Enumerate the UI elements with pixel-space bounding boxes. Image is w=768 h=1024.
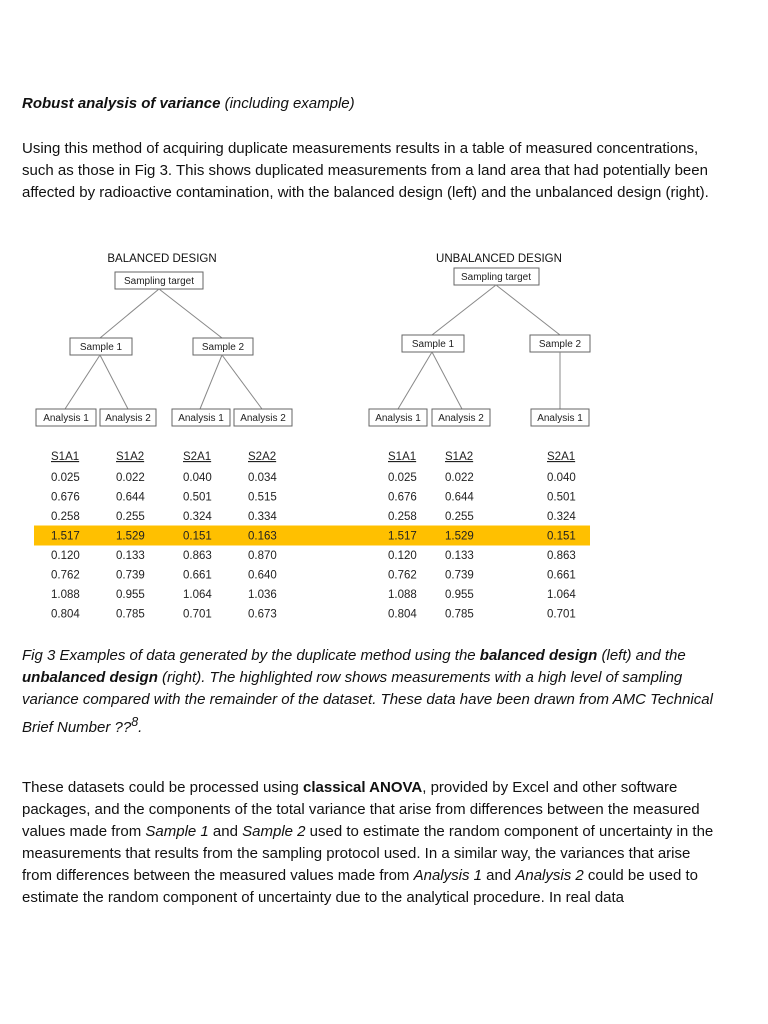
balanced-cell: 0.739 <box>116 569 145 582</box>
unbalanced-cell: 0.785 <box>445 608 474 621</box>
caption-reference-superscript: 8 <box>131 715 139 729</box>
caption-bold-unbalanced: unbalanced design <box>22 669 158 686</box>
unbalanced-branch-line <box>398 352 432 409</box>
unbalanced-cell: 0.022 <box>445 472 474 484</box>
unbalanced-cell: 1.517 <box>388 530 417 543</box>
balanced-cell: 0.163 <box>248 530 277 543</box>
unbalanced-cell: 0.762 <box>388 569 417 582</box>
caption-text: (right). The highlighted row shows measurements with a high level of sampling variance compared with the remainder of the dataset. These data have been drawn from AMC Technical Brief Number ?? <box>22 669 713 736</box>
unbalanced-cell: 0.324 <box>547 511 576 523</box>
balanced-analysis-label: Analysis 2 <box>240 413 286 424</box>
unbalanced-target-label: Sampling target <box>460 272 532 283</box>
unbalanced-sample1-label: Sample 1 <box>411 339 455 350</box>
unbalanced-cell: 0.151 <box>547 530 576 543</box>
para-text: used to estimate the random component of uncertainty in the measurements that results from the sampling protocol used. In a similar way, the variances that arise from differences between the measured values made from <box>22 823 714 884</box>
balanced-cell: 0.676 <box>51 491 80 504</box>
caption-text: . <box>138 719 143 736</box>
balanced-column-header: S1A1 <box>51 451 80 463</box>
unbalanced-column-header: S1A2 <box>445 451 474 463</box>
balanced-branch-line <box>65 355 100 409</box>
para-italic: Sample 1 <box>145 823 209 840</box>
para-text: and <box>208 823 243 840</box>
balanced-cell: 0.324 <box>183 511 212 523</box>
balanced-branch-line <box>222 355 262 409</box>
unbalanced-cell: 1.529 <box>445 530 474 543</box>
balanced-branch-line <box>100 355 128 409</box>
unbalanced-branch-line <box>496 285 560 335</box>
para-italic: Analysis 2 <box>515 867 584 884</box>
balanced-cell: 0.804 <box>51 608 80 621</box>
unbalanced-cell: 0.040 <box>547 472 576 484</box>
balanced-cell: 0.673 <box>248 608 277 621</box>
balanced-cell: 0.863 <box>183 550 212 562</box>
heading-italic: (including example) <box>224 95 355 112</box>
unbalanced-cell: 0.701 <box>547 608 576 621</box>
caption-bold-balanced: balanced design <box>479 647 598 664</box>
unbalanced-column-header: S1A1 <box>388 451 417 463</box>
balanced-column-header: S2A1 <box>183 451 212 463</box>
unbalanced-cell: 0.676 <box>388 491 417 504</box>
unbalanced-cell: 0.739 <box>445 569 474 582</box>
balanced-cell: 0.151 <box>183 530 212 543</box>
balanced-cell: 0.040 <box>183 472 212 484</box>
para-text: could be used to estimate the random component of uncertainty due to the analytical procedure. In real data <box>22 867 698 906</box>
unbalanced-branch-line <box>432 352 462 409</box>
unbalanced-cell: 0.955 <box>445 589 474 601</box>
para-bold-classical-anova: classical ANOVA <box>303 779 423 796</box>
balanced-column-header: S1A2 <box>116 451 145 463</box>
balanced-cell: 1.036 <box>248 589 277 601</box>
anova-paragraph <box>22 777 722 909</box>
unbalanced-analysis-label: Analysis 1 <box>375 413 421 424</box>
balanced-cell: 0.644 <box>116 491 145 504</box>
unbalanced-cell: 0.255 <box>445 511 474 523</box>
unbalanced-cell: 0.863 <box>547 550 576 562</box>
para-italic: Analysis 1 <box>413 867 482 884</box>
para-text: and <box>481 867 516 884</box>
intro-paragraph: Using this method of acquiring duplicate measurements results in a table of measured concentrations, such as those in Fig 3. This shows duplicated measurements from a land area that had potentially been affected by radioactive contamination, with the balanced design (left) and the unbalanced design (right). <box>22 140 709 201</box>
balanced-title: BALANCED DESIGN <box>107 253 217 265</box>
unbalanced-cell: 0.501 <box>547 491 576 504</box>
balanced-branch-line <box>159 289 222 338</box>
balanced-target-label: Sampling target <box>123 276 195 287</box>
unbalanced-column-header: S2A1 <box>547 451 576 463</box>
balanced-analysis-label: Analysis 1 <box>178 413 224 424</box>
balanced-analysis-label: Analysis 2 <box>105 413 151 424</box>
balanced-cell: 0.661 <box>183 569 212 582</box>
unbalanced-cell: 0.661 <box>547 569 576 582</box>
unbalanced-cell: 0.258 <box>388 511 417 523</box>
balanced-cell: 0.785 <box>116 608 145 621</box>
unbalanced-cell: 0.025 <box>388 472 417 484</box>
unbalanced-cell: 0.133 <box>445 550 474 562</box>
balanced-cell: 1.088 <box>51 589 80 601</box>
balanced-cell: 0.640 <box>248 569 277 582</box>
unbalanced-cell: 0.120 <box>388 550 417 562</box>
section-heading <box>22 95 355 112</box>
balanced-cell: 0.258 <box>51 511 80 523</box>
balanced-cell: 1.529 <box>116 530 145 543</box>
caption-text: (left) and the <box>597 647 686 664</box>
balanced-branch-line <box>200 355 222 409</box>
unbalanced-cell: 1.088 <box>388 589 417 601</box>
balanced-column-header: S2A2 <box>248 451 277 463</box>
balanced-cell: 0.334 <box>248 511 277 523</box>
heading-bold: Robust analysis of variance <box>22 95 221 112</box>
balanced-cell: 0.034 <box>248 472 277 484</box>
unbalanced-cell: 0.804 <box>388 608 417 621</box>
balanced-cell: 1.517 <box>51 530 80 543</box>
unbalanced-title: UNBALANCED DESIGN <box>436 253 562 265</box>
balanced-cell: 1.064 <box>183 589 212 601</box>
unbalanced-cell: 0.644 <box>445 491 474 504</box>
unbalanced-branch-line <box>432 285 496 335</box>
balanced-cell: 0.515 <box>248 491 277 504</box>
balanced-sample2-label: Sample 2 <box>201 342 245 353</box>
balanced-cell: 0.762 <box>51 569 80 582</box>
balanced-sample1-label: Sample 1 <box>79 342 123 353</box>
para-text: These datasets could be processed using <box>22 779 304 796</box>
balanced-cell: 0.022 <box>116 472 145 484</box>
unbalanced-analysis-label: Analysis 1 <box>537 413 583 424</box>
balanced-cell: 0.025 <box>51 472 80 484</box>
para-italic: Sample 2 <box>242 823 306 840</box>
balanced-analysis-label: Analysis 1 <box>43 413 89 424</box>
balanced-cell: 0.501 <box>183 491 212 504</box>
balanced-cell: 0.120 <box>51 550 80 562</box>
balanced-cell: 0.870 <box>248 550 277 562</box>
balanced-cell: 0.955 <box>116 589 145 601</box>
figure-3 <box>0 245 768 630</box>
unbalanced-analysis-label: Analysis 2 <box>438 413 484 424</box>
caption-text: Fig 3 Examples of data generated by the duplicate method using the <box>22 647 480 664</box>
figure-caption <box>22 645 722 739</box>
balanced-branch-line <box>100 289 159 338</box>
unbalanced-cell: 1.064 <box>547 589 576 601</box>
balanced-cell: 0.255 <box>116 511 145 523</box>
unbalanced-sample2-label: Sample 2 <box>538 339 582 350</box>
balanced-cell: 0.133 <box>116 550 145 562</box>
para-text: , provided by Excel and other software packages, and the components of the total variance that arise from differences between the measured values made from <box>22 779 700 840</box>
balanced-cell: 0.701 <box>183 608 212 621</box>
